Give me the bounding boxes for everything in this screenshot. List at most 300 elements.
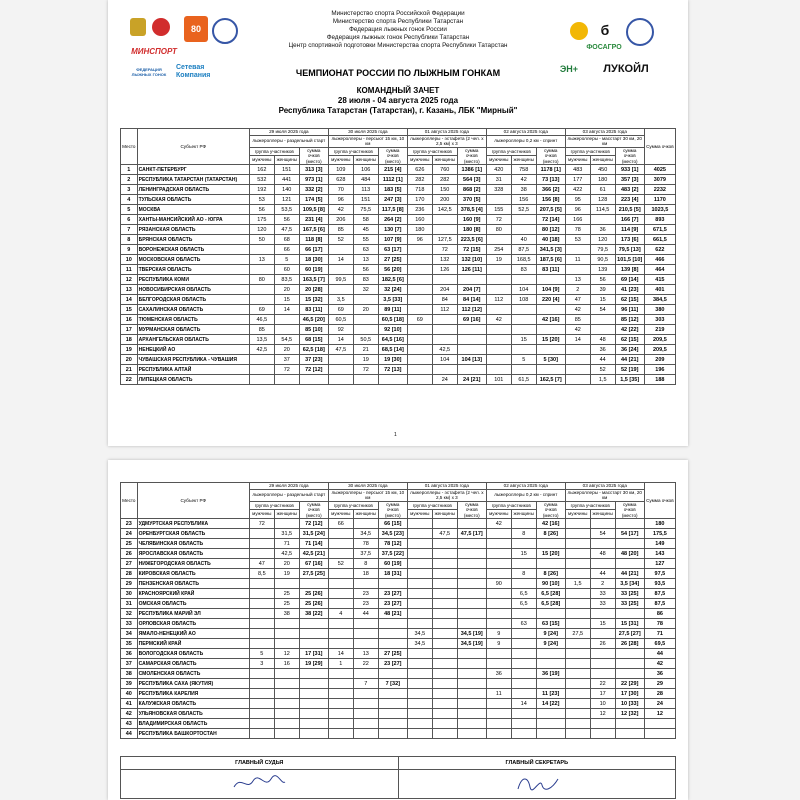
table-row bbox=[121, 205, 676, 215]
column-header-women: женщины bbox=[511, 510, 536, 519]
score-cell bbox=[565, 669, 590, 679]
place-cell: 19 bbox=[121, 345, 138, 355]
score-cell bbox=[274, 719, 299, 729]
score-cell: 48 bbox=[590, 335, 615, 345]
score-cell bbox=[565, 729, 590, 739]
score-cell bbox=[536, 709, 565, 719]
table-row bbox=[121, 295, 676, 305]
score-cell: 450 bbox=[590, 165, 615, 175]
results-page-1 bbox=[108, 0, 688, 446]
score-cell: 15 [20] bbox=[536, 335, 565, 345]
score-cell bbox=[407, 709, 432, 719]
total-cell: 42 bbox=[644, 659, 675, 669]
column-header-date: 30 июля 2025 года bbox=[328, 483, 407, 490]
score-cell: 207,5 [5] bbox=[536, 205, 565, 215]
score-cell bbox=[328, 599, 353, 609]
score-cell: 168,5 bbox=[511, 255, 536, 265]
subject-cell: ТВЕРСКАЯ ОБЛАСТЬ bbox=[137, 265, 249, 275]
total-cell: 78 bbox=[644, 619, 675, 629]
total-cell bbox=[644, 729, 675, 739]
column-header-date: 02 августа 2025 года bbox=[486, 129, 565, 136]
score-cell: 52 bbox=[328, 559, 353, 569]
score-cell: 26 [28] bbox=[615, 639, 644, 649]
score-cell bbox=[486, 265, 511, 275]
column-header-men: мужчины bbox=[328, 510, 353, 519]
score-cell bbox=[457, 275, 486, 285]
score-cell: 92 bbox=[328, 325, 353, 335]
score-cell: 48 bbox=[590, 549, 615, 559]
score-cell: 38 bbox=[274, 609, 299, 619]
score-cell bbox=[249, 719, 274, 729]
column-header-date: 03 августа 2025 года bbox=[565, 483, 644, 490]
score-cell: 44 [21] bbox=[615, 355, 644, 365]
score-cell: 20 bbox=[353, 305, 378, 315]
column-header-women: женщины bbox=[274, 510, 299, 519]
table-row bbox=[121, 589, 676, 599]
organizer-line: Министерство спорта Республики Татарстан bbox=[332, 18, 464, 25]
score-cell bbox=[486, 305, 511, 315]
score-cell bbox=[511, 609, 536, 619]
score-cell bbox=[407, 375, 432, 385]
score-cell: 60,5 bbox=[328, 315, 353, 325]
score-cell: 9 bbox=[486, 639, 511, 649]
score-cell: 80 bbox=[249, 275, 274, 285]
score-cell: 48 [21] bbox=[378, 609, 407, 619]
score-cell: 62 [15] bbox=[615, 335, 644, 345]
score-cell bbox=[407, 599, 432, 609]
total-cell: 1023,5 bbox=[644, 205, 675, 215]
column-header-event: лыжероллеры - персьют 15 км, 10 км bbox=[328, 135, 407, 147]
score-cell: 68,5 [14] bbox=[378, 345, 407, 355]
score-cell bbox=[299, 669, 328, 679]
score-cell bbox=[486, 195, 511, 205]
subject-cell: ПЕНЗЕНСКАЯ ОБЛАСТЬ bbox=[137, 579, 249, 589]
score-cell bbox=[511, 539, 536, 549]
score-cell bbox=[536, 729, 565, 739]
score-cell bbox=[457, 689, 486, 699]
score-cell: 8,5 bbox=[249, 569, 274, 579]
score-cell: 204 [7] bbox=[457, 285, 486, 295]
score-cell: 1 bbox=[328, 659, 353, 669]
score-cell: 33 bbox=[590, 589, 615, 599]
score-cell bbox=[274, 619, 299, 629]
table-row bbox=[121, 195, 676, 205]
place-cell: 42 bbox=[121, 709, 138, 719]
score-cell: 96 bbox=[565, 205, 590, 215]
subject-cell: ТЮМЕНСКАЯ ОБЛАСТЬ bbox=[137, 315, 249, 325]
table-row bbox=[121, 519, 676, 529]
score-cell bbox=[249, 285, 274, 295]
score-cell: 58 bbox=[353, 215, 378, 225]
score-cell: 441 bbox=[274, 175, 299, 185]
score-cell: 4 bbox=[328, 609, 353, 619]
score-cell: 13 bbox=[353, 649, 378, 659]
subject-cell: КАЛУЖСКАЯ ОБЛАСТЬ bbox=[137, 699, 249, 709]
score-cell: 120 bbox=[249, 225, 274, 235]
score-cell: 328 bbox=[486, 185, 511, 195]
score-cell: 142,5 bbox=[432, 205, 457, 215]
score-cell bbox=[299, 375, 328, 385]
score-cell bbox=[565, 569, 590, 579]
score-cell: 84 bbox=[432, 295, 457, 305]
score-cell bbox=[299, 579, 328, 589]
ski-club-logo bbox=[626, 18, 654, 46]
total-cell: 209,5 bbox=[644, 345, 675, 355]
score-cell bbox=[590, 539, 615, 549]
score-cell: 83 [11] bbox=[299, 305, 328, 315]
score-cell bbox=[511, 215, 536, 225]
score-cell: 52 bbox=[328, 235, 353, 245]
ski-federation-logo: ФЕДЕРАЦИЯ ЛЫЖНЫХ ГОНОК bbox=[131, 67, 167, 77]
score-cell bbox=[407, 365, 432, 375]
subject-cell: ВЛАДИМИРСКАЯ ОБЛАСТЬ bbox=[137, 719, 249, 729]
column-header-men: мужчины bbox=[407, 510, 432, 519]
score-cell bbox=[378, 709, 407, 719]
score-cell: 3,5 [33] bbox=[378, 295, 407, 305]
table-row bbox=[121, 679, 676, 689]
score-cell bbox=[432, 649, 457, 659]
lukoil-logo: ЛУКОЙЛ bbox=[603, 63, 649, 75]
score-cell bbox=[432, 689, 457, 699]
score-cell: 15 bbox=[274, 295, 299, 305]
place-cell: 20 bbox=[121, 355, 138, 365]
score-cell: 90 bbox=[486, 579, 511, 589]
score-cell bbox=[407, 589, 432, 599]
score-cell: 112 bbox=[486, 295, 511, 305]
results-page-2 bbox=[108, 460, 688, 800]
score-cell: 32 bbox=[353, 285, 378, 295]
score-cell: 95 bbox=[565, 195, 590, 205]
score-cell bbox=[353, 619, 378, 629]
score-cell: 61 bbox=[590, 185, 615, 195]
score-cell bbox=[511, 579, 536, 589]
score-cell: 42,5 bbox=[432, 345, 457, 355]
score-cell bbox=[457, 709, 486, 719]
score-cell: 53 bbox=[249, 195, 274, 205]
score-cell bbox=[274, 315, 299, 325]
column-header-group: группа участников bbox=[565, 147, 615, 156]
score-cell: 8 [26] bbox=[536, 529, 565, 539]
column-header-event: лыжероллеры - раздельный старт bbox=[249, 135, 328, 147]
score-cell: 36 [19] bbox=[536, 669, 565, 679]
results-table bbox=[120, 128, 676, 385]
score-cell bbox=[590, 215, 615, 225]
subject-cell: МОСКВА bbox=[137, 205, 249, 215]
en-plus-logo: ЭН+ bbox=[559, 64, 579, 74]
subject-cell: КРАСНОЯРСКИЙ КРАЙ bbox=[137, 589, 249, 599]
document-subtitle bbox=[218, 86, 578, 116]
score-cell bbox=[274, 669, 299, 679]
subject-cell: РЕСПУБЛИКА АЛТАЙ bbox=[137, 365, 249, 375]
score-cell: 56 bbox=[590, 275, 615, 285]
score-cell: 24 [21] bbox=[457, 375, 486, 385]
score-cell: 13 bbox=[353, 255, 378, 265]
score-cell bbox=[511, 689, 536, 699]
score-cell bbox=[328, 679, 353, 689]
total-cell: 69,5 bbox=[644, 639, 675, 649]
score-cell bbox=[407, 519, 432, 529]
place-cell: 14 bbox=[121, 295, 138, 305]
score-cell: 1112 [1] bbox=[378, 175, 407, 185]
score-cell: 22 bbox=[353, 659, 378, 669]
score-cell bbox=[274, 729, 299, 739]
score-cell: 15 bbox=[511, 549, 536, 559]
column-header-event: лыжероллеры 0,2 км - спринт bbox=[486, 489, 565, 501]
score-cell bbox=[486, 649, 511, 659]
score-cell bbox=[407, 305, 432, 315]
results-table bbox=[120, 482, 676, 739]
score-cell: 90 [10] bbox=[536, 579, 565, 589]
score-cell bbox=[457, 649, 486, 659]
score-cell: 63 [15] bbox=[536, 619, 565, 629]
total-cell: 86 bbox=[644, 609, 675, 619]
place-cell: 8 bbox=[121, 235, 138, 245]
subject-cell: САМАРСКАЯ ОБЛАСТЬ bbox=[137, 659, 249, 669]
score-cell bbox=[457, 549, 486, 559]
event-venue: Республика Татарстан (Татарстан), г. Казань, ЛБК "Мирный" bbox=[278, 106, 518, 115]
score-cell bbox=[565, 589, 590, 599]
score-cell bbox=[432, 325, 457, 335]
subject-cell: СМОЛЕНСКАЯ ОБЛАСТЬ bbox=[137, 669, 249, 679]
score-cell: 127,5 bbox=[432, 235, 457, 245]
score-cell bbox=[565, 639, 590, 649]
score-cell bbox=[353, 709, 378, 719]
score-cell: 47,5 bbox=[328, 345, 353, 355]
score-cell: 56 bbox=[274, 215, 299, 225]
column-header-group: группа участников bbox=[565, 501, 615, 510]
score-cell bbox=[457, 609, 486, 619]
score-cell: 78 bbox=[353, 539, 378, 549]
score-cell: 160 bbox=[407, 215, 432, 225]
total-cell: 196 bbox=[644, 365, 675, 375]
place-cell: 4 bbox=[121, 195, 138, 205]
score-cell bbox=[407, 335, 432, 345]
column-header-group: группа участников bbox=[486, 501, 536, 510]
score-cell: 14 bbox=[328, 335, 353, 345]
score-cell bbox=[457, 539, 486, 549]
page-number: 1 bbox=[394, 432, 397, 438]
total-cell: 209,5 bbox=[644, 335, 675, 345]
score-cell bbox=[432, 539, 457, 549]
place-cell: 37 bbox=[121, 659, 138, 669]
score-cell bbox=[407, 679, 432, 689]
score-cell bbox=[432, 719, 457, 729]
score-cell: 72 [13] bbox=[378, 365, 407, 375]
score-cell bbox=[486, 559, 511, 569]
score-cell bbox=[565, 649, 590, 659]
subject-cell: ТУЛЬСКАЯ ОБЛАСТЬ bbox=[137, 195, 249, 205]
column-header-men: мужчины bbox=[328, 156, 353, 165]
score-cell bbox=[299, 639, 328, 649]
score-cell bbox=[328, 729, 353, 739]
score-cell: 10 [33] bbox=[615, 699, 644, 709]
score-cell: 215 [4] bbox=[378, 165, 407, 175]
score-cell: 628 bbox=[328, 175, 353, 185]
score-cell: 150 bbox=[432, 185, 457, 195]
place-cell: 23 bbox=[121, 519, 138, 529]
score-cell bbox=[457, 345, 486, 355]
table-row bbox=[121, 529, 676, 539]
score-cell bbox=[590, 559, 615, 569]
subject-cell: УЛЬЯНОВСКАЯ ОБЛАСТЬ bbox=[137, 709, 249, 719]
score-cell: 109,5 [8] bbox=[299, 205, 328, 215]
score-cell: 63 bbox=[511, 619, 536, 629]
score-cell: 72 bbox=[249, 519, 274, 529]
score-cell bbox=[299, 629, 328, 639]
table-row bbox=[121, 165, 676, 175]
total-cell: 12 bbox=[644, 709, 675, 719]
score-cell bbox=[486, 679, 511, 689]
column-header-women: женщины bbox=[511, 156, 536, 165]
score-cell: 220 [4] bbox=[536, 295, 565, 305]
score-cell: 27 [25] bbox=[378, 255, 407, 265]
score-cell: 104 bbox=[432, 355, 457, 365]
table-row bbox=[121, 549, 676, 559]
score-cell bbox=[299, 729, 328, 739]
score-cell: 206 bbox=[328, 215, 353, 225]
place-cell: 12 bbox=[121, 275, 138, 285]
score-cell: 247 [3] bbox=[378, 195, 407, 205]
score-cell bbox=[565, 265, 590, 275]
score-cell: 104 [9] bbox=[536, 285, 565, 295]
chief-secretary-label: ГЛАВНЫЙ СЕКРЕТАРЬ bbox=[398, 757, 676, 770]
score-cell bbox=[274, 699, 299, 709]
table-row bbox=[121, 719, 676, 729]
subject-cell: ЧУВАШСКАЯ РЕСПУБЛИКА - ЧУВАШИЯ bbox=[137, 355, 249, 365]
score-cell bbox=[432, 569, 457, 579]
score-cell bbox=[590, 649, 615, 659]
score-cell: 36 bbox=[590, 225, 615, 235]
score-cell bbox=[615, 729, 644, 739]
table-row bbox=[121, 255, 676, 265]
score-cell: 19 bbox=[353, 355, 378, 365]
score-cell: 8 bbox=[511, 569, 536, 579]
table-row bbox=[121, 235, 676, 245]
place-cell: 24 bbox=[121, 529, 138, 539]
score-cell bbox=[565, 609, 590, 619]
score-cell: 173 [6] bbox=[615, 235, 644, 245]
score-cell: 130 [7] bbox=[378, 225, 407, 235]
total-cell: 29 bbox=[644, 679, 675, 689]
score-cell: 166 bbox=[565, 215, 590, 225]
table-row bbox=[121, 225, 676, 235]
score-cell: 126 bbox=[432, 265, 457, 275]
score-cell: 46,5 [20] bbox=[299, 315, 328, 325]
score-cell bbox=[511, 365, 536, 375]
score-cell bbox=[565, 709, 590, 719]
score-cell: 53,5 bbox=[274, 205, 299, 215]
score-cell: 72 bbox=[353, 365, 378, 375]
total-cell: 3079 bbox=[644, 175, 675, 185]
phosagro-drop-logo bbox=[570, 22, 588, 40]
place-cell: 39 bbox=[121, 679, 138, 689]
score-cell: 37,5 [22] bbox=[378, 549, 407, 559]
place-cell: 26 bbox=[121, 549, 138, 559]
column-header-date: 02 августа 2025 года bbox=[486, 483, 565, 490]
score-cell bbox=[432, 669, 457, 679]
score-cell bbox=[249, 729, 274, 739]
score-cell: 52,5 bbox=[511, 205, 536, 215]
score-cell: 42 [16] bbox=[536, 315, 565, 325]
score-cell: 18 [30] bbox=[299, 255, 328, 265]
score-cell: 1,5 [35] bbox=[615, 375, 644, 385]
score-cell bbox=[536, 609, 565, 619]
score-cell: 626 bbox=[407, 165, 432, 175]
place-cell: 13 bbox=[121, 285, 138, 295]
score-cell: 96 bbox=[407, 235, 432, 245]
score-cell: 31 bbox=[486, 175, 511, 185]
score-cell bbox=[511, 315, 536, 325]
score-cell bbox=[378, 669, 407, 679]
table-row bbox=[121, 609, 676, 619]
score-cell: 41 [23] bbox=[615, 285, 644, 295]
score-cell bbox=[432, 549, 457, 559]
total-cell: 93,5 bbox=[644, 579, 675, 589]
score-cell bbox=[432, 699, 457, 709]
score-cell: 223 [4] bbox=[615, 195, 644, 205]
score-cell bbox=[565, 365, 590, 375]
score-cell: 27,5 [27] bbox=[615, 629, 644, 639]
score-cell bbox=[536, 559, 565, 569]
column-header-sum: сумма очков (место) bbox=[536, 501, 565, 519]
organizer-list bbox=[258, 10, 538, 50]
subject-cell: РЕСПУБЛИКА САХА (ЯКУТИЯ) bbox=[137, 679, 249, 689]
score-cell: 37 bbox=[274, 355, 299, 365]
score-cell bbox=[615, 609, 644, 619]
score-cell: 20 bbox=[274, 345, 299, 355]
score-cell bbox=[274, 375, 299, 385]
score-cell: 63 [17] bbox=[378, 245, 407, 255]
column-header-women: женщины bbox=[353, 510, 378, 519]
score-cell bbox=[432, 619, 457, 629]
score-cell: 2 bbox=[590, 579, 615, 589]
score-cell: 183 [5] bbox=[378, 185, 407, 195]
subject-cell: РЕСПУБЛИКА ТАТАРСТАН (ТАТАРСТАН) bbox=[137, 175, 249, 185]
score-cell: 200 bbox=[432, 195, 457, 205]
score-cell: 42,5 [21] bbox=[299, 549, 328, 559]
score-cell: 56 bbox=[353, 265, 378, 275]
score-cell bbox=[590, 609, 615, 619]
grid-company-logo: Сетевая Компания bbox=[176, 64, 211, 79]
score-cell bbox=[511, 669, 536, 679]
organizer-line: Центр спортивной подготовки Министерства спорта Республики Татарстан bbox=[288, 42, 508, 49]
column-header-event: лыжероллеры - раздельный старт bbox=[249, 489, 328, 501]
score-cell: 56 bbox=[249, 205, 274, 215]
place-cell: 16 bbox=[121, 315, 138, 325]
score-cell: 42 bbox=[486, 519, 511, 529]
score-cell bbox=[486, 569, 511, 579]
score-cell bbox=[565, 549, 590, 559]
score-cell bbox=[378, 629, 407, 639]
score-cell: 72 [14] bbox=[536, 215, 565, 225]
score-cell: 7 [32] bbox=[378, 679, 407, 689]
score-cell bbox=[432, 559, 457, 569]
score-cell bbox=[565, 679, 590, 689]
score-cell bbox=[486, 285, 511, 295]
score-cell: 80 [12] bbox=[536, 225, 565, 235]
score-cell bbox=[565, 559, 590, 569]
score-cell bbox=[565, 519, 590, 529]
score-cell: 66 [17] bbox=[299, 245, 328, 255]
score-cell bbox=[565, 699, 590, 709]
score-cell: 69 bbox=[407, 315, 432, 325]
score-cell bbox=[536, 325, 565, 335]
score-cell: 50 bbox=[249, 235, 274, 245]
total-cell: 143 bbox=[644, 549, 675, 559]
score-cell bbox=[511, 729, 536, 739]
score-cell bbox=[353, 579, 378, 589]
score-cell bbox=[486, 709, 511, 719]
